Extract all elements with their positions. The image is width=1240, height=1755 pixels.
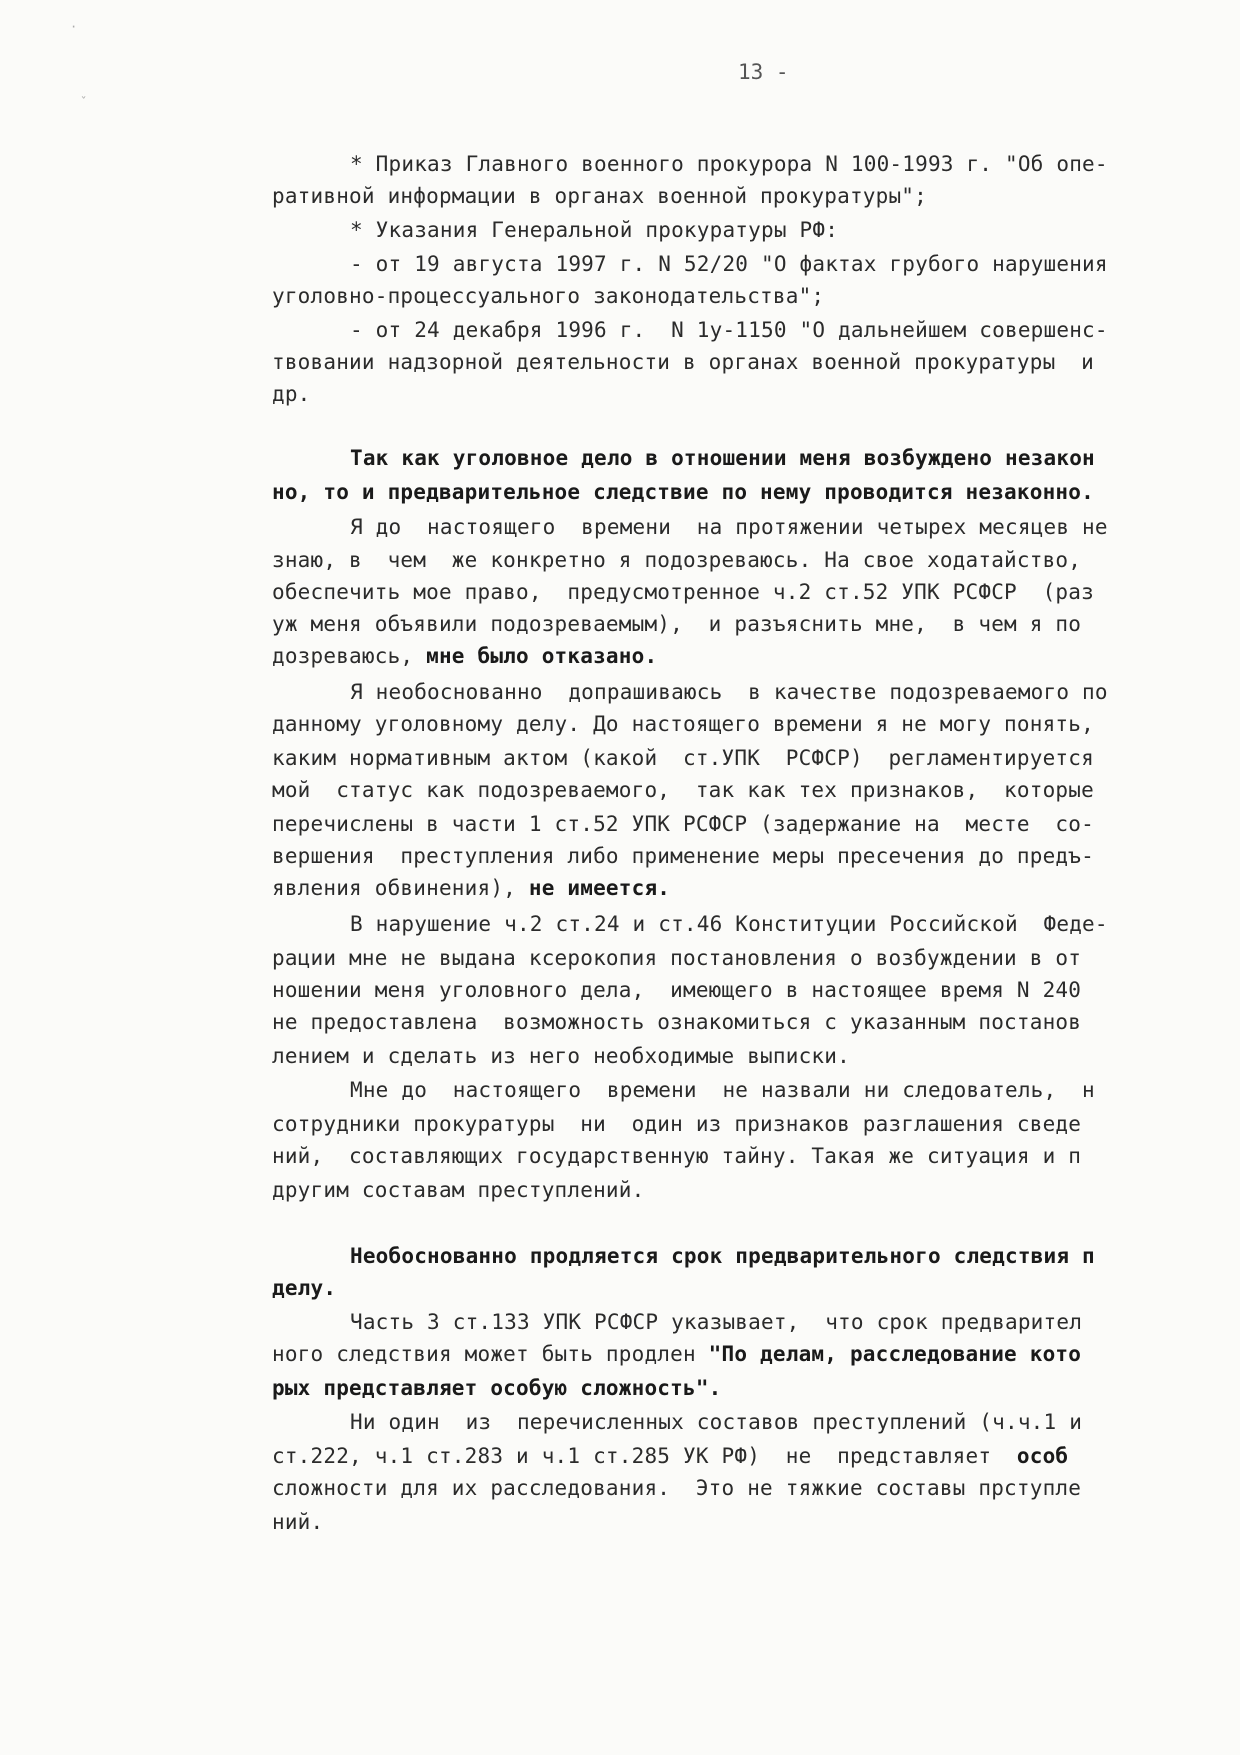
text-segment: - от 24 декабря 1996 г. N 1у-1150 "О дальнейшем совершенс- bbox=[350, 318, 1108, 342]
text-line bbox=[350, 446, 1095, 470]
text-line bbox=[272, 1044, 850, 1068]
text-line bbox=[350, 515, 1108, 539]
text-segment: Я необоснованно допрашиваюсь в качестве подозреваемого по bbox=[350, 680, 1108, 704]
text-line bbox=[272, 1010, 1081, 1034]
text-segment: сотрудники прокуратуры ни один из признаков разглашения сведе bbox=[272, 1112, 1082, 1136]
text-segment: Мне до настоящего времени не назвали ни следователь, н bbox=[350, 1078, 1095, 1102]
text-segment: каким нормативным актом (какой ст.УПК РСФСР) регламентируется bbox=[272, 746, 1094, 770]
bold-text: особ bbox=[1016, 1444, 1069, 1468]
text-line bbox=[272, 712, 1094, 736]
bold-text: не имеется. bbox=[528, 876, 671, 900]
text-line bbox=[272, 876, 670, 900]
text-line bbox=[272, 350, 1094, 374]
text-segment: другим составам преступлений. bbox=[272, 1178, 645, 1202]
text-line bbox=[272, 1178, 644, 1202]
text-segment: В нарушение ч.2 ст.24 и ст.46 Конституции Российской Феде- bbox=[350, 912, 1108, 936]
text-segment: * Указания Генеральной прокуратуры РФ: bbox=[350, 218, 839, 242]
text-segment: знаю, в чем же конкретно я подозреваюсь. На свое ходатайство, bbox=[272, 548, 1082, 572]
text-segment: уголовно-процессуального законодательства"; bbox=[272, 284, 825, 308]
bold-text: делу. bbox=[272, 1276, 337, 1300]
text-segment: твовании надзорной деятельности в органах военной прокуратуры и bbox=[272, 350, 1094, 374]
text-segment: Я до настоящего времени на протяжении четырех месяцев не bbox=[350, 515, 1108, 539]
text-line bbox=[350, 1310, 1082, 1334]
text-line bbox=[350, 1244, 1095, 1268]
text-segment: явления обвинения), bbox=[272, 876, 529, 900]
text-line bbox=[272, 812, 1094, 836]
text-line bbox=[272, 1112, 1081, 1136]
text-line bbox=[350, 1078, 1095, 1102]
text-line bbox=[272, 382, 311, 406]
bold-text: но, то и предварительное следствие по нему проводится незаконно. bbox=[272, 480, 1094, 504]
text-line bbox=[272, 844, 1094, 868]
text-line bbox=[272, 1342, 1081, 1366]
text-line bbox=[350, 218, 838, 242]
scan-speck: · bbox=[70, 20, 78, 34]
text-segment: ний, составляющих государственную тайну. Такая же ситуация и п bbox=[272, 1144, 1082, 1168]
text-segment: лением и сделать из него необходимые выписки. bbox=[272, 1044, 850, 1068]
text-line bbox=[272, 644, 657, 668]
text-segment: ративной информации в органах военной прокуратуры"; bbox=[272, 184, 927, 208]
text-segment: ного следствия может быть продлен bbox=[272, 1342, 709, 1366]
text-segment: - от 19 августа 1997 г. N 52/20 "О фактах грубого нарушения bbox=[350, 252, 1108, 276]
text-line bbox=[272, 1476, 1081, 1500]
text-line bbox=[350, 1410, 1082, 1434]
text-segment: дозреваюсь, bbox=[272, 644, 427, 668]
text-segment: * Приказ Главного военного прокурора N 100-1993 г. "Об опе- bbox=[350, 152, 1108, 176]
text-segment: рации мне не выдана ксерокопия постановления о возбуждении в от bbox=[272, 946, 1082, 970]
text-segment: не предоставлена возможность ознакомиться с указанным постанов bbox=[272, 1010, 1082, 1034]
text-segment: Ни один из перечисленных составов преступлений (ч.ч.1 и bbox=[350, 1410, 1083, 1434]
text-line bbox=[272, 580, 1094, 604]
text-segment: др. bbox=[272, 382, 311, 406]
text-line bbox=[350, 680, 1108, 704]
text-line bbox=[272, 1444, 1068, 1468]
text-line bbox=[272, 480, 1094, 504]
bold-text: рых представляет особую сложность". bbox=[272, 1376, 722, 1400]
text-segment: ний. bbox=[272, 1510, 324, 1534]
text-segment: обеспечить мое право, предусмотренное ч.2 ст.52 УПК РСФСР (раз bbox=[272, 580, 1094, 604]
page-number: 13 - bbox=[738, 60, 789, 84]
text-segment: Часть 3 ст.133 УПК РСФСР указывает, что срок предварител bbox=[350, 1310, 1083, 1334]
text-segment: ст.222, ч.1 ст.283 и ч.1 ст.285 УК РФ) не представляет bbox=[272, 1444, 1017, 1468]
text-line bbox=[272, 1510, 323, 1534]
text-line bbox=[272, 184, 927, 208]
text-line bbox=[272, 946, 1081, 970]
text-line bbox=[272, 1144, 1081, 1168]
text-line bbox=[272, 1276, 336, 1300]
text-line bbox=[350, 912, 1108, 936]
text-line bbox=[350, 318, 1108, 342]
text-segment: перечислены в части 1 ст.52 УПК РСФСР (задержание на месте со- bbox=[272, 812, 1094, 836]
text-line bbox=[272, 548, 1081, 572]
text-line bbox=[272, 284, 824, 308]
text-line bbox=[272, 1376, 722, 1400]
bold-text: Необоснованно продляется срок предварительного следствия п bbox=[350, 1244, 1095, 1268]
text-line bbox=[272, 778, 1094, 802]
text-line bbox=[272, 746, 1094, 770]
text-segment: мой статус как подозреваемого, так как тех признаков, которые bbox=[272, 778, 1094, 802]
text-line bbox=[350, 252, 1108, 276]
text-segment: уж меня объявили подозреваемым), и разъяснить мне, в чем я по bbox=[272, 612, 1082, 636]
bold-text: мне было отказано. bbox=[426, 644, 658, 668]
text-segment: вершения преступления либо применение меры пресечения до предъ- bbox=[272, 844, 1094, 868]
text-segment: ношении меня уголовного дела, имеющего в настоящее время N 240 bbox=[272, 978, 1082, 1002]
text-segment: сложности для их расследования. Это не тяжкие составы прступле bbox=[272, 1476, 1082, 1500]
bold-text: "По делам, расследование кото bbox=[708, 1342, 1082, 1366]
text-line bbox=[272, 612, 1081, 636]
text-line bbox=[272, 978, 1081, 1002]
scan-speck: ˇ bbox=[80, 95, 88, 109]
text-segment: данному уголовному делу. До настоящего времени я не могу понять, bbox=[272, 712, 1094, 736]
text-line bbox=[350, 152, 1108, 176]
bold-text: Так как уголовное дело в отношении меня возбуждено незакон bbox=[350, 446, 1095, 470]
